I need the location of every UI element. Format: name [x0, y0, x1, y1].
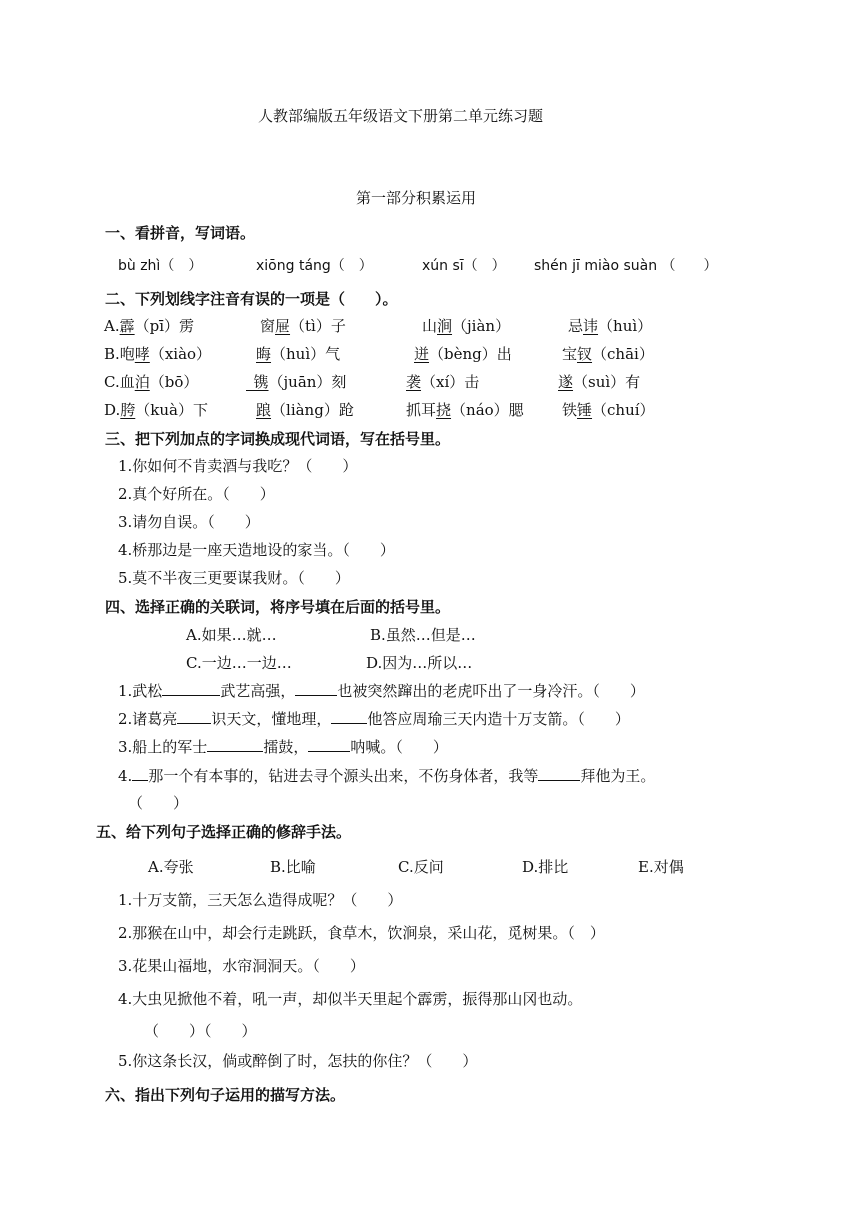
pinyin-item: shén jī miào suàn （ ）	[534, 258, 718, 274]
section-1-heading: 一、看拼音，写词语。	[105, 224, 256, 242]
option-item: 山涧（jiàn）	[422, 317, 511, 335]
rhetoric-option: E.对偶	[638, 858, 684, 876]
question-item: 3.船上的军士 擂鼓， 呐喊。（ ）	[118, 738, 448, 756]
option-item: 袭（xí）击	[406, 373, 480, 391]
section-4-heading: 四、选择正确的关联词，将序号填在后面的括号里。	[105, 598, 451, 616]
question-item: 4.大虫见掀他不着，吼一声，却似半天里起个霹雳，振得那山冈也动。	[118, 990, 583, 1008]
option-item: 宝钗（chāi）	[562, 345, 654, 363]
question-item: 3.花果山福地，水帘洞洞天。（ ）	[118, 957, 365, 975]
section-2-heading: 二、下列划线字注音有误的一项是（ ）。	[105, 290, 398, 308]
option-item: C.血泊（bō）	[104, 373, 199, 391]
conjunction-option: B.虽然…但是…	[370, 626, 476, 644]
pinyin-item: bù zhì（ ）	[118, 258, 203, 274]
option-item: 晦（huì）气	[256, 345, 341, 363]
conjunction-option: D.因为…所以…	[366, 654, 473, 672]
rhetoric-option: B.比喻	[270, 858, 316, 876]
part-title: 第一部分积累运用	[356, 189, 477, 207]
option-item: 遂（suì）有	[558, 373, 641, 391]
question-item: 2.诸葛亮 识天文，懂地理， 他答应周瑜三天内造十万支箭。（ ）	[118, 710, 630, 728]
option-item: 踉（liàng）跄	[256, 401, 354, 419]
option-item: A.霹（pī）雳	[104, 317, 195, 335]
option-item: 镌（juān）刻	[253, 373, 347, 391]
option-item: 抓耳挠（náo）腮	[406, 401, 524, 419]
conjunction-option: A.如果…就…	[186, 626, 277, 644]
conjunction-option: C.一边…一边…	[186, 654, 292, 672]
question-item: 2.那猴在山中，却会行走跳跃，食草木，饮涧泉，采山花，觅树果。（ ）	[118, 924, 605, 942]
answer-bracket: （ ）	[128, 794, 189, 812]
option-item: 忌讳（huì）	[568, 317, 653, 335]
question-item: 1.武松 武艺高强， 也被突然蹿出的老虎吓出了一身冷汗。（ ）	[118, 682, 645, 700]
question-item: 5.莫不半夜三更要谋我财。（ ）	[118, 569, 350, 587]
section-6-heading: 六、指出下列句子运用的描写方法。	[105, 1086, 346, 1104]
rhetoric-option: A.夸张	[148, 858, 194, 876]
option-item: 迸（bèng）出	[414, 345, 512, 363]
question-item: 5.你这条长汉，倘或醉倒了时，怎扶的你住？（ ）	[118, 1052, 478, 1070]
option-item: 铁锤（chuí）	[562, 401, 655, 419]
section-3-heading: 三、把下列加点的字词换成现代词语，写在括号里。	[105, 430, 451, 448]
option-item: D.胯（kuà）下	[104, 401, 208, 419]
question-item: 1.十万支箭，三天怎么造得成呢？（ ）	[118, 891, 403, 909]
question-item: 4.桥那边是一座天造地设的家当。（ ）	[118, 541, 395, 559]
pinyin-item: xiōng táng（ ）	[256, 258, 373, 274]
document-title: 人教部编版五年级语文下册第二单元练习题	[258, 107, 544, 125]
question-item: 3.请勿自误。（ ）	[118, 513, 260, 531]
question-item: 1.你如何不肯卖酒与我吃？（ ）	[118, 457, 358, 475]
question-item: 2.真个好所在。（ ）	[118, 485, 275, 503]
rhetoric-option: D.排比	[522, 858, 569, 876]
section-5-heading: 五、给下列句子选择正确的修辞手法。	[96, 823, 352, 841]
pinyin-item: xún sī（ ）	[422, 258, 506, 274]
question-item: 4. 那一个有本事的，钻进去寻个源头出来，不伤身体者，我等 拜他为王。	[118, 767, 656, 785]
answer-bracket: （ ）（ ）	[144, 1022, 257, 1040]
option-item: B.咆哮（xiào）	[104, 345, 212, 363]
option-item: 窗屉（tì）子	[260, 317, 346, 335]
rhetoric-option: C.反问	[398, 858, 444, 876]
